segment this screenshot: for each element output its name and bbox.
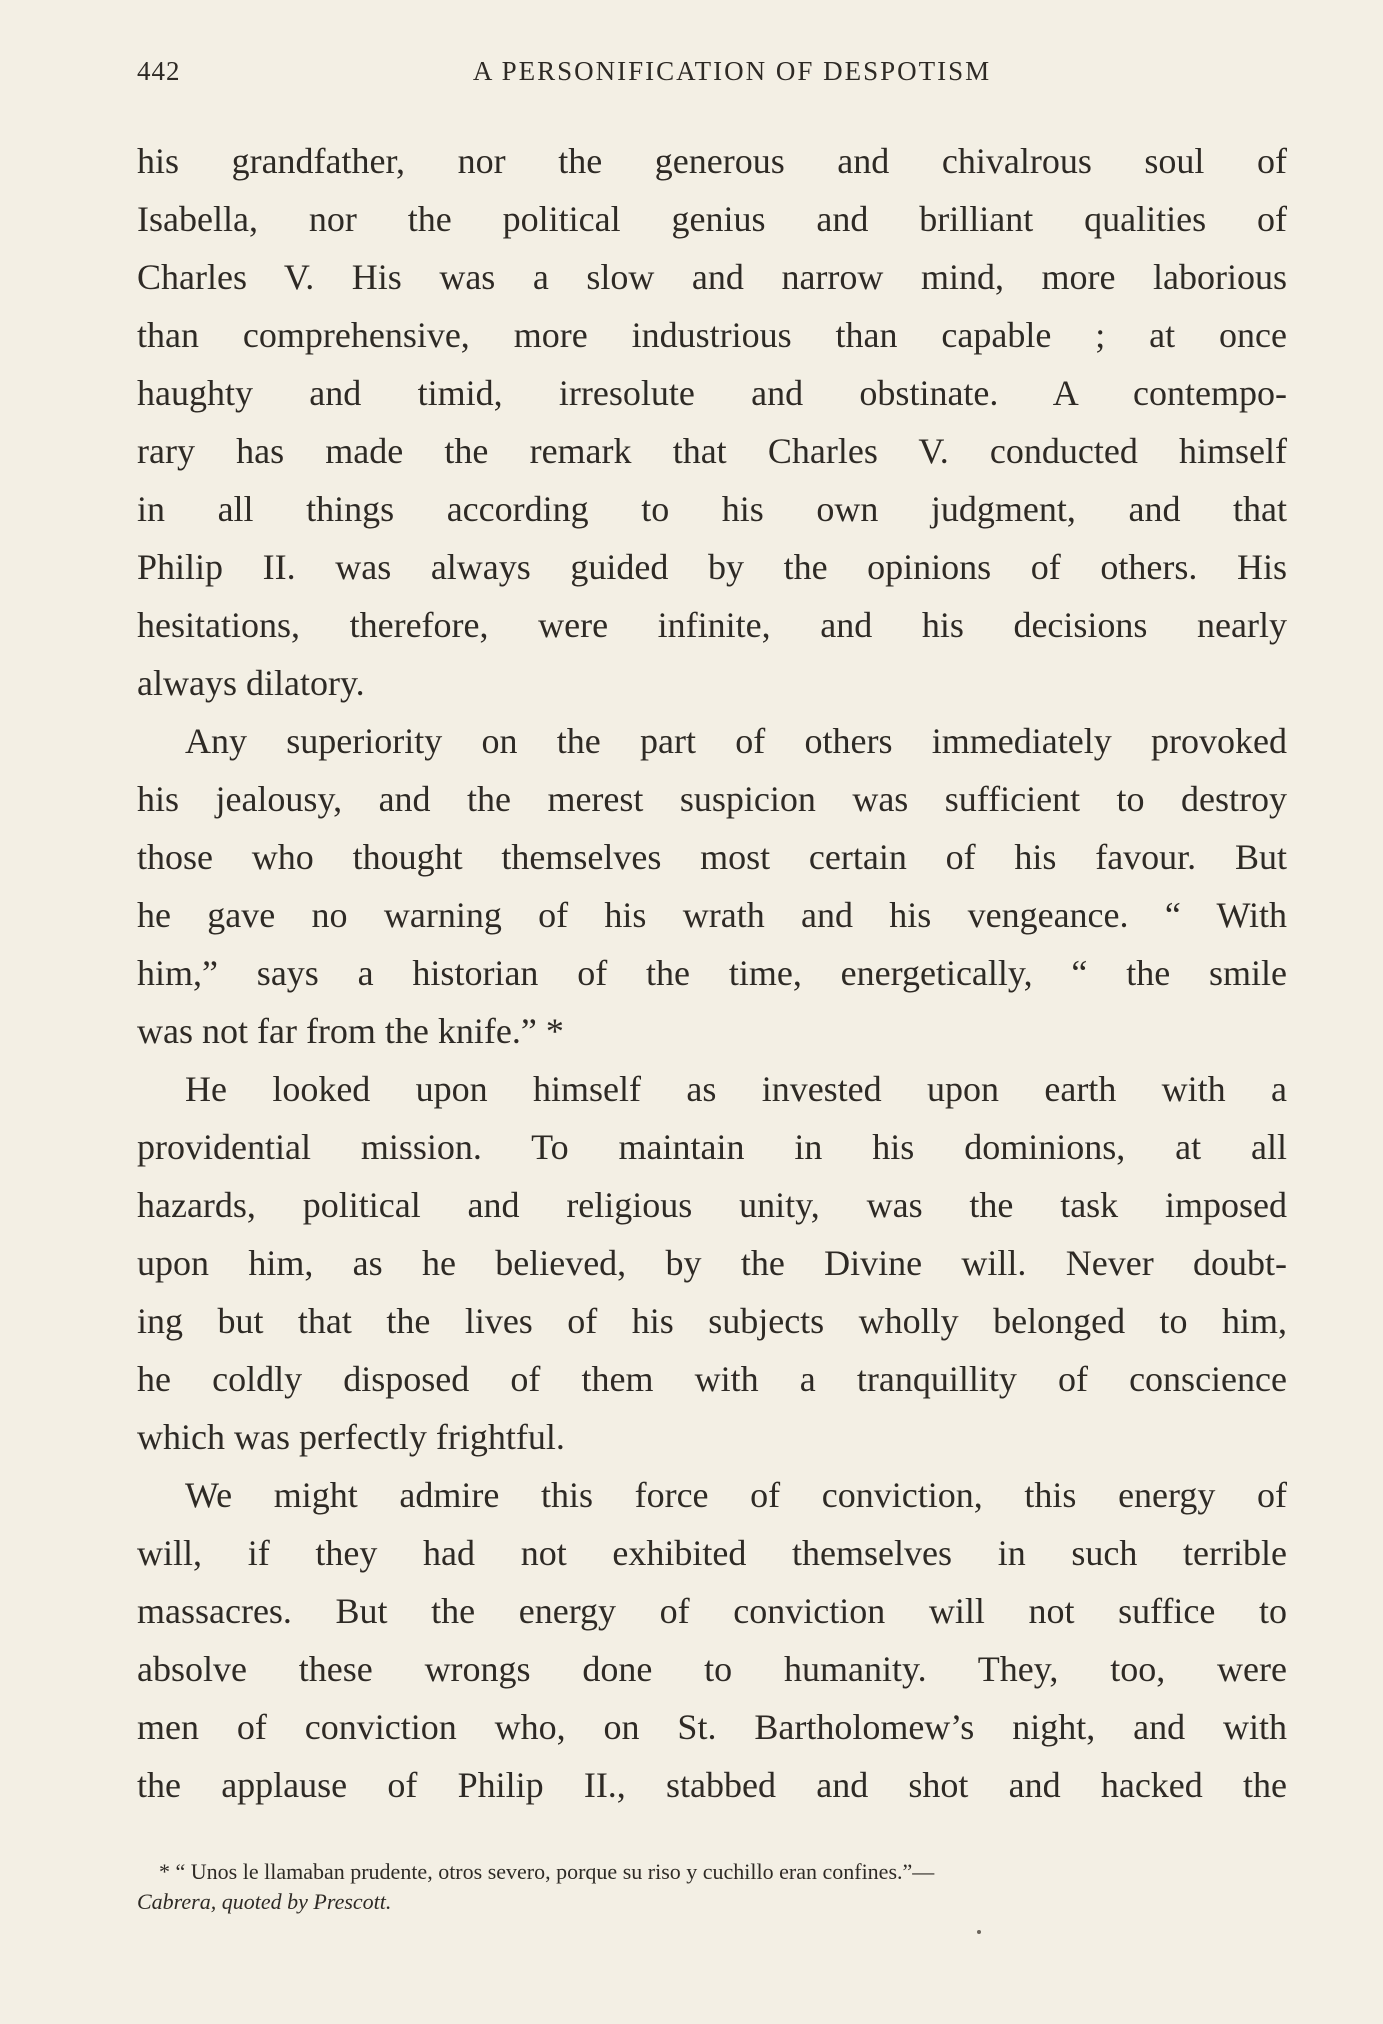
text-line: his grandfather, nor the generous and chivalrous soul of <box>137 141 1287 181</box>
text-line: his jealousy, and the merest suspicion was sufficient to destroy <box>137 779 1287 819</box>
text-line: haughty and timid, irresolute and obstinate. A contempo- <box>137 373 1287 413</box>
printer-mark <box>977 1930 981 1934</box>
text-line: providential mission. To maintain in his dominions, at all <box>137 1127 1287 1167</box>
text-line: upon him, as he believed, by the Divine will. Never doubt- <box>137 1243 1287 1283</box>
text-line: those who thought themselves most certain of his favour. But <box>137 837 1287 877</box>
page-number: 442 <box>137 56 181 86</box>
text-line: We might admire this force of conviction, this energy of <box>185 1475 1287 1515</box>
text-line: him,” says a historian of the time, energetically, “ the smile <box>137 953 1287 993</box>
text-line: absolve these wrongs done to humanity. They, too, were <box>137 1649 1287 1689</box>
running-title: A PERSONIFICATION OF DESPOTISM <box>472 56 992 86</box>
text-line: rary has made the remark that Charles V. conducted himself <box>137 431 1287 471</box>
text-line: than comprehensive, more industrious than capable ; at once <box>137 315 1287 355</box>
text-line: which was perfectly frightful. <box>137 1417 565 1457</box>
text-line: ing but that the lives of his subjects wholly belonged to him, <box>137 1301 1287 1341</box>
text-line: Isabella, nor the political genius and brilliant qualities of <box>137 199 1287 239</box>
text-line: he coldly disposed of them with a tranquillity of conscience <box>137 1359 1287 1399</box>
body-text <box>137 132 1287 1814</box>
text-line: He looked upon himself as invested upon earth with a <box>185 1069 1287 1109</box>
running-head <box>137 56 1287 92</box>
text-line: he gave no warning of his wrath and his vengeance. “ With <box>137 895 1287 935</box>
text-line: Any superiority on the part of others immediately provoked <box>185 721 1287 761</box>
text-line: Charles V. His was a slow and narrow mind, more laborious <box>137 257 1287 297</box>
text-line: always dilatory. <box>137 663 365 703</box>
text-line: Philip II. was always guided by the opinions of others. His <box>137 547 1287 587</box>
footnote-text: * “ Unos le llamaban prudente, otros severo, porque su riso y cuchillo eran confines.”— <box>159 1859 935 1884</box>
text-line: the applause of Philip II., stabbed and shot and hacked the <box>137 1765 1287 1805</box>
text-line: hazards, political and religious unity, was the task imposed <box>137 1185 1287 1225</box>
text-line: was not far from the knife.” * <box>137 1011 564 1051</box>
text-line: in all things according to his own judgment, and that <box>137 489 1287 529</box>
footnote-citation: Cabrera, quoted by Prescott. <box>137 1889 392 1914</box>
text-line: men of conviction who, on St. Bartholomew’s night, and with <box>137 1707 1287 1747</box>
text-line: massacres. But the energy of conviction will not suffice to <box>137 1591 1287 1631</box>
text-line: hesitations, therefore, were infinite, and his decisions nearly <box>137 605 1287 645</box>
text-line: will, if they had not exhibited themselves in such terrible <box>137 1533 1287 1573</box>
footnote <box>137 1857 1287 1917</box>
